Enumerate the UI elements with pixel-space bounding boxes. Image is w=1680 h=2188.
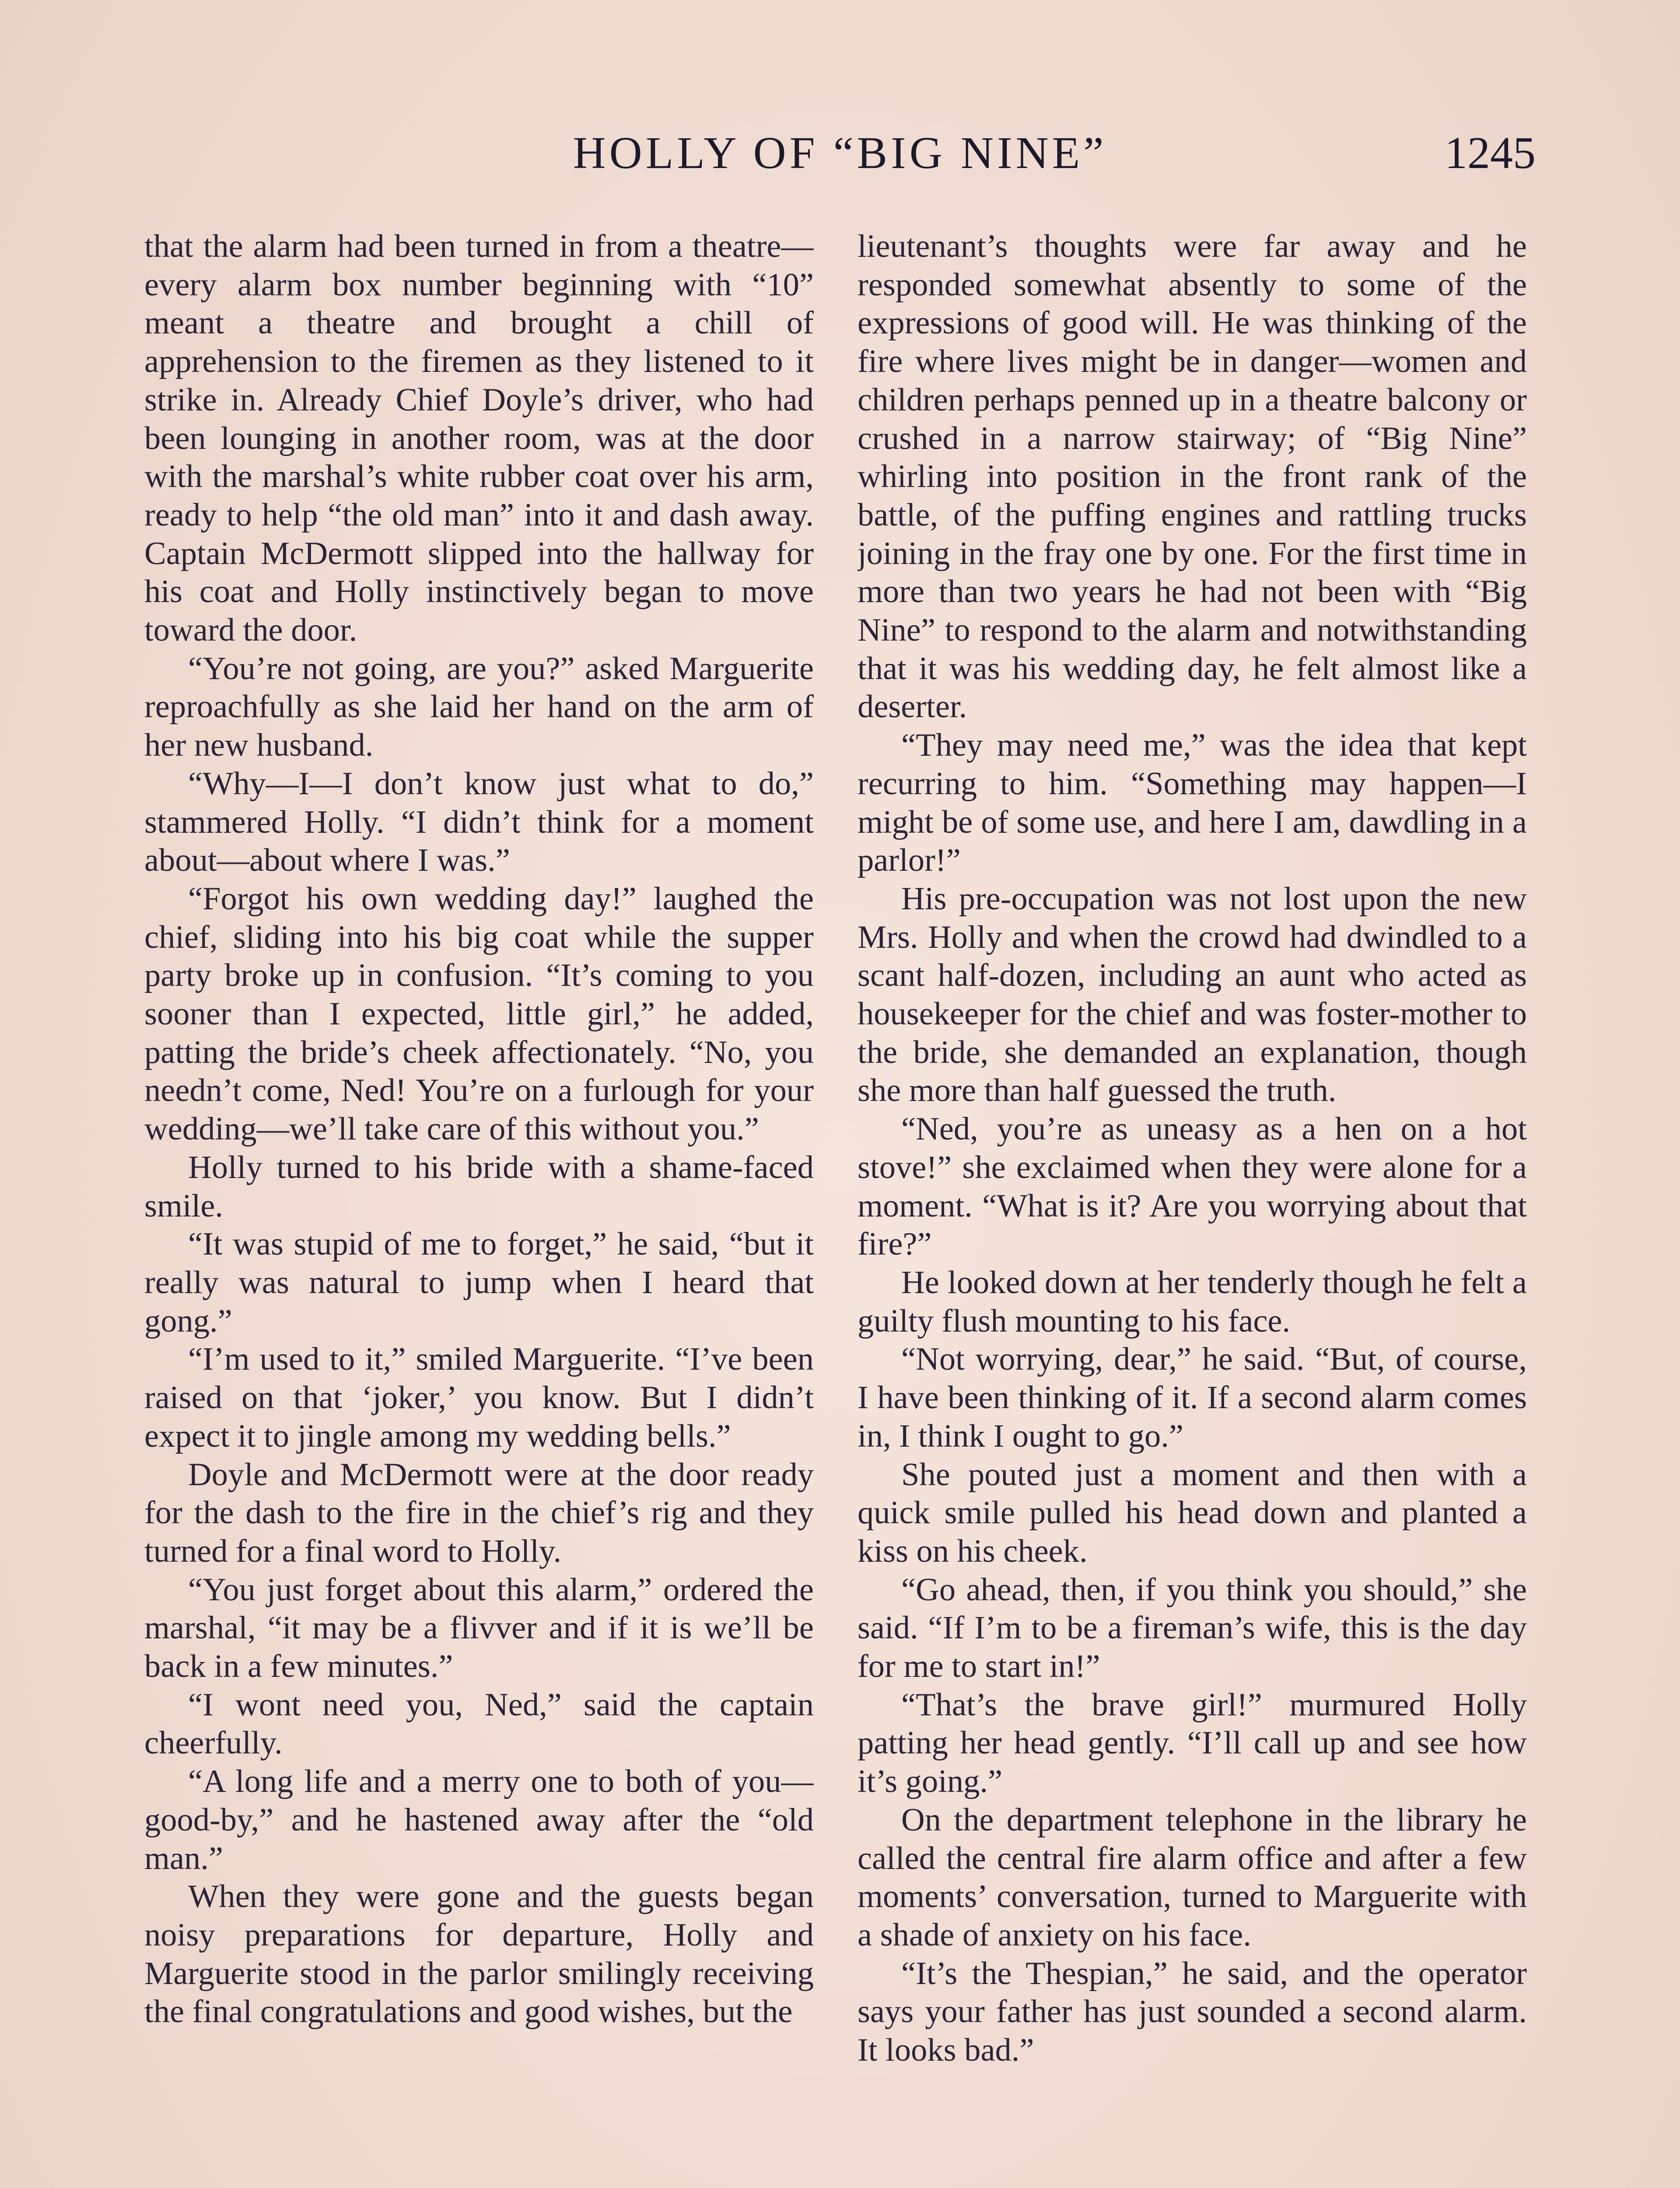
paragraph: Doyle and McDermott were at the door ready for the dash to the fire in the chief’s rig and they turned for a final word to Holly. bbox=[144, 1456, 814, 1569]
paragraph: “That’s the brave girl!” murmured Holly patting her head gently. “I’ll call up and see how it’s going.” bbox=[858, 1687, 1527, 1800]
paragraph: “It’s the Thespian,” he said, and the operator says your father has just sounded a second alarm. It looks bad.” bbox=[858, 1955, 1527, 2069]
paragraph: “They may need me,” was the idea that kept recurring to him. “Something may happen—I might be of some use, and here I am, dawdling in a parlor!” bbox=[858, 727, 1527, 879]
paragraph: “Go ahead, then, if you think you should,” she said. “If I’m to be a fireman’s wife, this is the day for me to start in!” bbox=[858, 1571, 1527, 1685]
paragraph: When they were gone and the guests began noisy preparations for departure, Holly and Marguerite stood in the parlor smilingly receiving the final congratulations and good wishes, but the bbox=[144, 1879, 814, 2030]
running-title: HOLLY OF “BIG NINE” bbox=[573, 128, 1107, 178]
paragraph: “I’m used to it,” smiled Marguerite. “I’ve been raised on that ‘joker,’ you know. But I didn’t expect it to jingle among my wedding bells.” bbox=[144, 1341, 814, 1454]
paragraph: His pre-occupation was not lost upon the new Mrs. Holly and when the crowd had dwindled to a scant half-dozen, including an aunt who acted as housekeeper for the chief and was foster-mother to the bride, she demanded an explanation, though she more than half guessed the truth. bbox=[858, 880, 1527, 1109]
page-header bbox=[144, 127, 1536, 193]
paragraph: “A long life and a merry one to both of you—good-by,” and he hastened away after the “old man.” bbox=[144, 1764, 814, 1876]
paragraph: “Forgot his own wedding day!” laughed the chief, sliding into his big coat while the supper party broke up in confusion. “It’s coming to you sooner than I expected, little girl,” he added, patting the bride’s cheek affectionately. “No, you needn’t come, Ned! You’re on a furlough for your wedding—we’ll take care of this without you.” bbox=[144, 880, 814, 1147]
paragraph: He looked down at her tenderly though he felt a guilty flush mounting to his face. bbox=[858, 1264, 1527, 1339]
paragraph: She pouted just a moment and then with a quick smile pulled his head down and planted a kiss on his cheek. bbox=[858, 1456, 1527, 1569]
paragraph: “Not worrying, dear,” he said. “But, of course, I have been thinking of it. If a second alarm comes in, I think I ought to go.” bbox=[858, 1341, 1527, 1454]
right-text-column bbox=[858, 228, 1527, 2188]
paragraph: “I wont need you, Ned,” said the captain cheerfully. bbox=[144, 1687, 814, 1761]
paragraph: “You just forget about this alarm,” ordered the marshal, “it may be a flivver and if it is we’ll be back in a few minutes.” bbox=[144, 1571, 814, 1685]
paragraph: “It was stupid of me to forget,” he said, “but it really was natural to jump when I heard that gong.” bbox=[144, 1226, 814, 1339]
paragraph: “Why—I—I don’t know just what to do,” stammered Holly. “I didn’t think for a moment about—about where I was.” bbox=[144, 765, 814, 879]
paragraph: Holly turned to his bride with a shame-faced smile. bbox=[144, 1149, 814, 1224]
paragraph: lieutenant’s thoughts were far away and he responded somewhat absently to some of the expressions of good will. He was thinking of the fire where lives might be in danger—women and children perhaps penned up in a theatre balcony or crushed in a narrow stairway; of “Big Nine” whirling into position in the front rank of the battle, of the puffing engines and rattling trucks joining in the fray one by one. For the first time in more than two years he had not been with “Big Nine” to respond to the alarm and notwithstanding that it was his wedding day, he felt almost like a deserter. bbox=[858, 228, 1527, 725]
left-text-column bbox=[144, 228, 814, 2188]
paragraph: On the department telephone in the library he called the central fire alarm office and after a few moments’ conversation, turned to Marguerite with a shade of anxiety on his face. bbox=[858, 1802, 1527, 1953]
paragraph: “Ned, you’re as uneasy as a hen on a hot stove!” she exclaimed when they were alone for a moment. “What is it? Are you worrying about that fire?” bbox=[858, 1111, 1527, 1262]
paragraph: that the alarm had been turned in from a theatre—every alarm box number beginning with “10” meant a theatre and brought a chill of apprehension to the firemen as they listened to it strike in. Already Chief Doyle’s driver, who had been lounging in another room, was at the door with the marshal’s white rubber coat over his arm, ready to help “the old man” into it and dash away. Captain McDermott slipped into the hallway for his coat and Holly instinctively began to move toward the door. bbox=[144, 228, 814, 649]
paragraph: “You’re not going, are you?” asked Marguerite reproachfully as she laid her hand on the arm of her new husband. bbox=[144, 650, 814, 764]
page-number: 1245 bbox=[1445, 128, 1536, 178]
